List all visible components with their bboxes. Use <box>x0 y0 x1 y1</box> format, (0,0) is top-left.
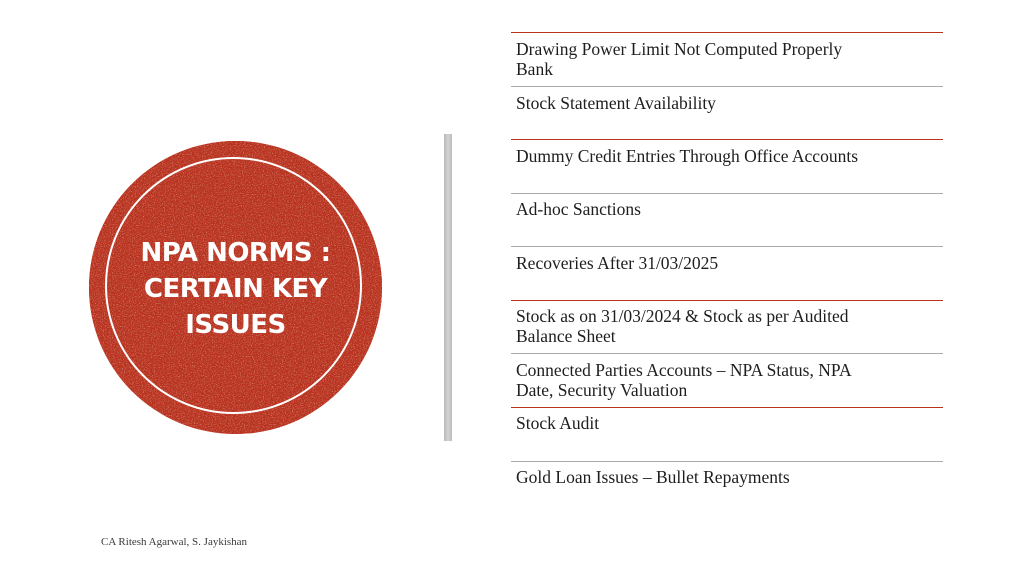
title-line: CERTAIN KEY <box>143 274 328 304</box>
item-text <box>516 146 941 166</box>
item-line: Recoveries After 31/03/2025 <box>516 253 719 273</box>
item-line: Drawing Power Limit Not Computed Properly <box>516 39 843 59</box>
title-line: ISSUES <box>185 310 286 340</box>
item-line: Connected Parties Accounts – NPA Status, NPA <box>516 360 852 380</box>
item-text <box>516 306 941 346</box>
item-line: Stock Statement Availability <box>516 93 716 113</box>
item-line: Stock as on 31/03/2024 & Stock as per Audited <box>516 306 849 326</box>
row-divider <box>511 139 943 140</box>
item-text <box>516 467 941 487</box>
item-line: Balance Sheet <box>516 326 616 346</box>
row-divider <box>511 300 943 301</box>
slide-title <box>119 235 352 343</box>
title-line: NPA NORMS : <box>140 238 331 268</box>
item-line: Gold Loan Issues – Bullet Repayments <box>516 467 790 487</box>
title-circle <box>89 141 382 434</box>
vertical-divider <box>444 134 452 441</box>
item-text <box>516 413 941 433</box>
item-line: Bank <box>516 59 553 79</box>
item-text <box>516 360 941 400</box>
item-line: Ad-hoc Sanctions <box>516 199 641 219</box>
row-divider <box>511 407 943 408</box>
row-divider <box>511 86 943 87</box>
item-line: Date, Security Valuation <box>516 380 688 400</box>
row-divider <box>511 193 943 194</box>
item-text <box>516 93 941 113</box>
item-line: Stock Audit <box>516 413 600 433</box>
row-divider <box>511 246 943 247</box>
footer-credit: CA Ritesh Agarwal, S. Jaykishan <box>101 536 248 548</box>
item-text <box>516 39 941 79</box>
row-divider <box>511 353 943 354</box>
item-line: Dummy Credit Entries Through Office Accounts <box>516 146 859 166</box>
item-text <box>516 253 941 273</box>
row-divider <box>511 32 943 33</box>
item-text <box>516 199 941 219</box>
row-divider <box>511 461 943 462</box>
